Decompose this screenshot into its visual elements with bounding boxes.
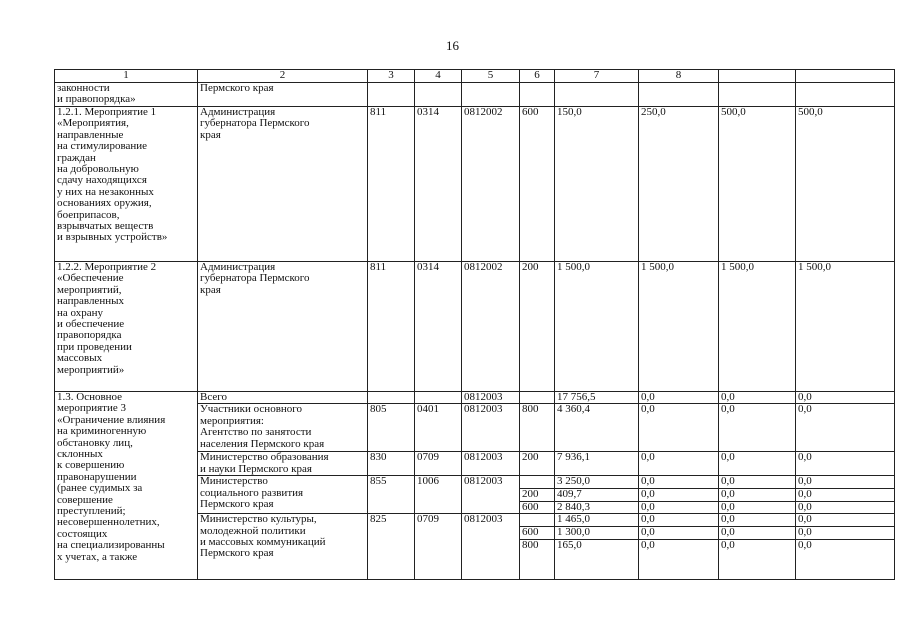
grbs-cell: 811: [368, 107, 415, 262]
amount-cell: 4 360,4: [555, 404, 639, 452]
executor-cell: Министерство культуры, молодежной политики и массовых коммуникаций Пермского края: [198, 514, 368, 579]
rzpr-cell: 0401: [415, 404, 462, 452]
csr-cell: 0812003: [462, 392, 520, 404]
amount-cell: 1 500,0: [796, 262, 895, 392]
amount-cell: 0,0: [639, 489, 719, 501]
csr-cell: 0812003: [462, 514, 520, 579]
header-cell: 1: [55, 70, 198, 83]
amount-cell: 0,0: [719, 392, 796, 404]
amount-cell: 17 756,5: [555, 392, 639, 404]
executor-cell: Администрация губернатора Пермского края: [198, 262, 368, 392]
table-header-row: [55, 70, 895, 83]
rzpr-cell: 1006: [415, 476, 462, 514]
amount-cell: 0,0: [796, 539, 895, 579]
table-row: [55, 262, 895, 392]
rzpr-cell: 0314: [415, 262, 462, 392]
amount-cell: 0,0: [796, 404, 895, 452]
amount-cell: 1 500,0: [719, 262, 796, 392]
amount-cell: 1 300,0: [555, 527, 639, 539]
amount-cell: 3 250,0: [555, 476, 639, 489]
vr-cell: 600: [520, 501, 555, 513]
table-row: [55, 107, 895, 262]
header-cell: [719, 70, 796, 83]
vr-cell: 200: [520, 489, 555, 501]
amount-cell: 0,0: [639, 476, 719, 489]
csr-cell: 0812002: [462, 262, 520, 392]
header-cell: 5: [462, 70, 520, 83]
amount-cell: 0,0: [639, 501, 719, 513]
amount-cell: 409,7: [555, 489, 639, 501]
amount-cell: 1 465,0: [555, 514, 639, 527]
measure-name-cell: 1.2.2. Мероприятие 2 «Обеспечение мероприятий, направленных на охрану и обеспечение правопорядка при проведении массовых мероприятий»: [55, 262, 198, 392]
amount-cell: 500,0: [719, 107, 796, 262]
rzpr-cell: 0314: [415, 107, 462, 262]
executor-cell: Министерство социального развития Пермского края: [198, 476, 368, 514]
amount-cell: 0,0: [639, 392, 719, 404]
amount-cell: 0,0: [639, 514, 719, 527]
vr-cell: 800: [520, 539, 555, 579]
budget-table: [54, 69, 895, 580]
header-cell: 8: [639, 70, 719, 83]
vr-cell: 600: [520, 527, 555, 539]
amount-cell: 1 500,0: [639, 262, 719, 392]
amount-cell: 0,0: [719, 404, 796, 452]
amount-cell: 0,0: [796, 476, 895, 489]
executor-cell: Всего: [198, 392, 368, 404]
csr-cell: 0812003: [462, 452, 520, 476]
vr-cell: 200: [520, 262, 555, 392]
csr-cell: 0812003: [462, 476, 520, 514]
grbs-cell: 811: [368, 262, 415, 392]
amount-cell: 0,0: [639, 452, 719, 476]
table-row: [55, 392, 895, 404]
vr-cell: 600: [520, 107, 555, 262]
grbs-cell: 805: [368, 404, 415, 452]
executor-cell: Участники основного мероприятия: Агентство по занятости населения Пермского края: [198, 404, 368, 452]
executor-cell: Администрация губернатора Пермского края: [198, 107, 368, 262]
vr-cell: 200: [520, 452, 555, 476]
measure-name-cell: 1.2.1. Мероприятие 1 «Мероприятия, направленные на стимулирование граждан на добровольную сдачу находящихся у них на незаконных основаниях оружия, боеприпасов, взрывчатых веществ и взрывных устройств»: [55, 107, 198, 262]
amount-cell: 0,0: [639, 539, 719, 579]
amount-cell: 0,0: [719, 514, 796, 527]
header-cell: [796, 70, 895, 83]
page-number: 16: [446, 38, 459, 53]
vr-cell: [520, 514, 555, 527]
csr-cell: 0812002: [462, 107, 520, 262]
measure-name-cell: законности и правопорядка»: [55, 83, 198, 107]
amount-cell: 0,0: [796, 392, 895, 404]
amount-cell: 0,0: [796, 501, 895, 513]
header-cell: 4: [415, 70, 462, 83]
amount-cell: 0,0: [639, 404, 719, 452]
amount-cell: 0,0: [639, 527, 719, 539]
grbs-cell: 825: [368, 514, 415, 579]
amount-cell: 165,0: [555, 539, 639, 579]
rzpr-cell: 0709: [415, 514, 462, 579]
header-cell: 6: [520, 70, 555, 83]
table-row: [55, 83, 895, 107]
executor-cell: Министерство образования и науки Пермского края: [198, 452, 368, 476]
amount-cell: 0,0: [796, 452, 895, 476]
amount-cell: 0,0: [719, 489, 796, 501]
amount-cell: 0,0: [719, 452, 796, 476]
amount-cell: 2 840,3: [555, 501, 639, 513]
header-cell: 7: [555, 70, 639, 83]
amount-cell: 0,0: [719, 501, 796, 513]
amount-cell: 0,0: [719, 539, 796, 579]
amount-cell: 150,0: [555, 107, 639, 262]
amount-cell: 500,0: [796, 107, 895, 262]
amount-cell: 0,0: [796, 489, 895, 501]
amount-cell: 1 500,0: [555, 262, 639, 392]
csr-cell: 0812003: [462, 404, 520, 452]
grbs-cell: 830: [368, 452, 415, 476]
header-cell: 2: [198, 70, 368, 83]
amount-cell: 0,0: [719, 527, 796, 539]
vr-cell: 800: [520, 404, 555, 452]
amount-cell: 7 936,1: [555, 452, 639, 476]
rzpr-cell: 0709: [415, 452, 462, 476]
amount-cell: 0,0: [796, 514, 895, 527]
grbs-cell: 855: [368, 476, 415, 514]
measure-name-cell: 1.3. Основное мероприятие 3 «Ограничение влияния на криминогенную обстановку лиц, склонных к совершению правонарушении (ранее судимых за совершение преступлений; несовершеннолетних, состоящих на специализированны х учетах, а также: [55, 392, 198, 580]
amount-cell: 0,0: [719, 476, 796, 489]
amount-cell: 0,0: [796, 527, 895, 539]
executor-cell: Пермского края: [198, 83, 368, 107]
amount-cell: 250,0: [639, 107, 719, 262]
vr-cell: [520, 476, 555, 489]
header-cell: 3: [368, 70, 415, 83]
